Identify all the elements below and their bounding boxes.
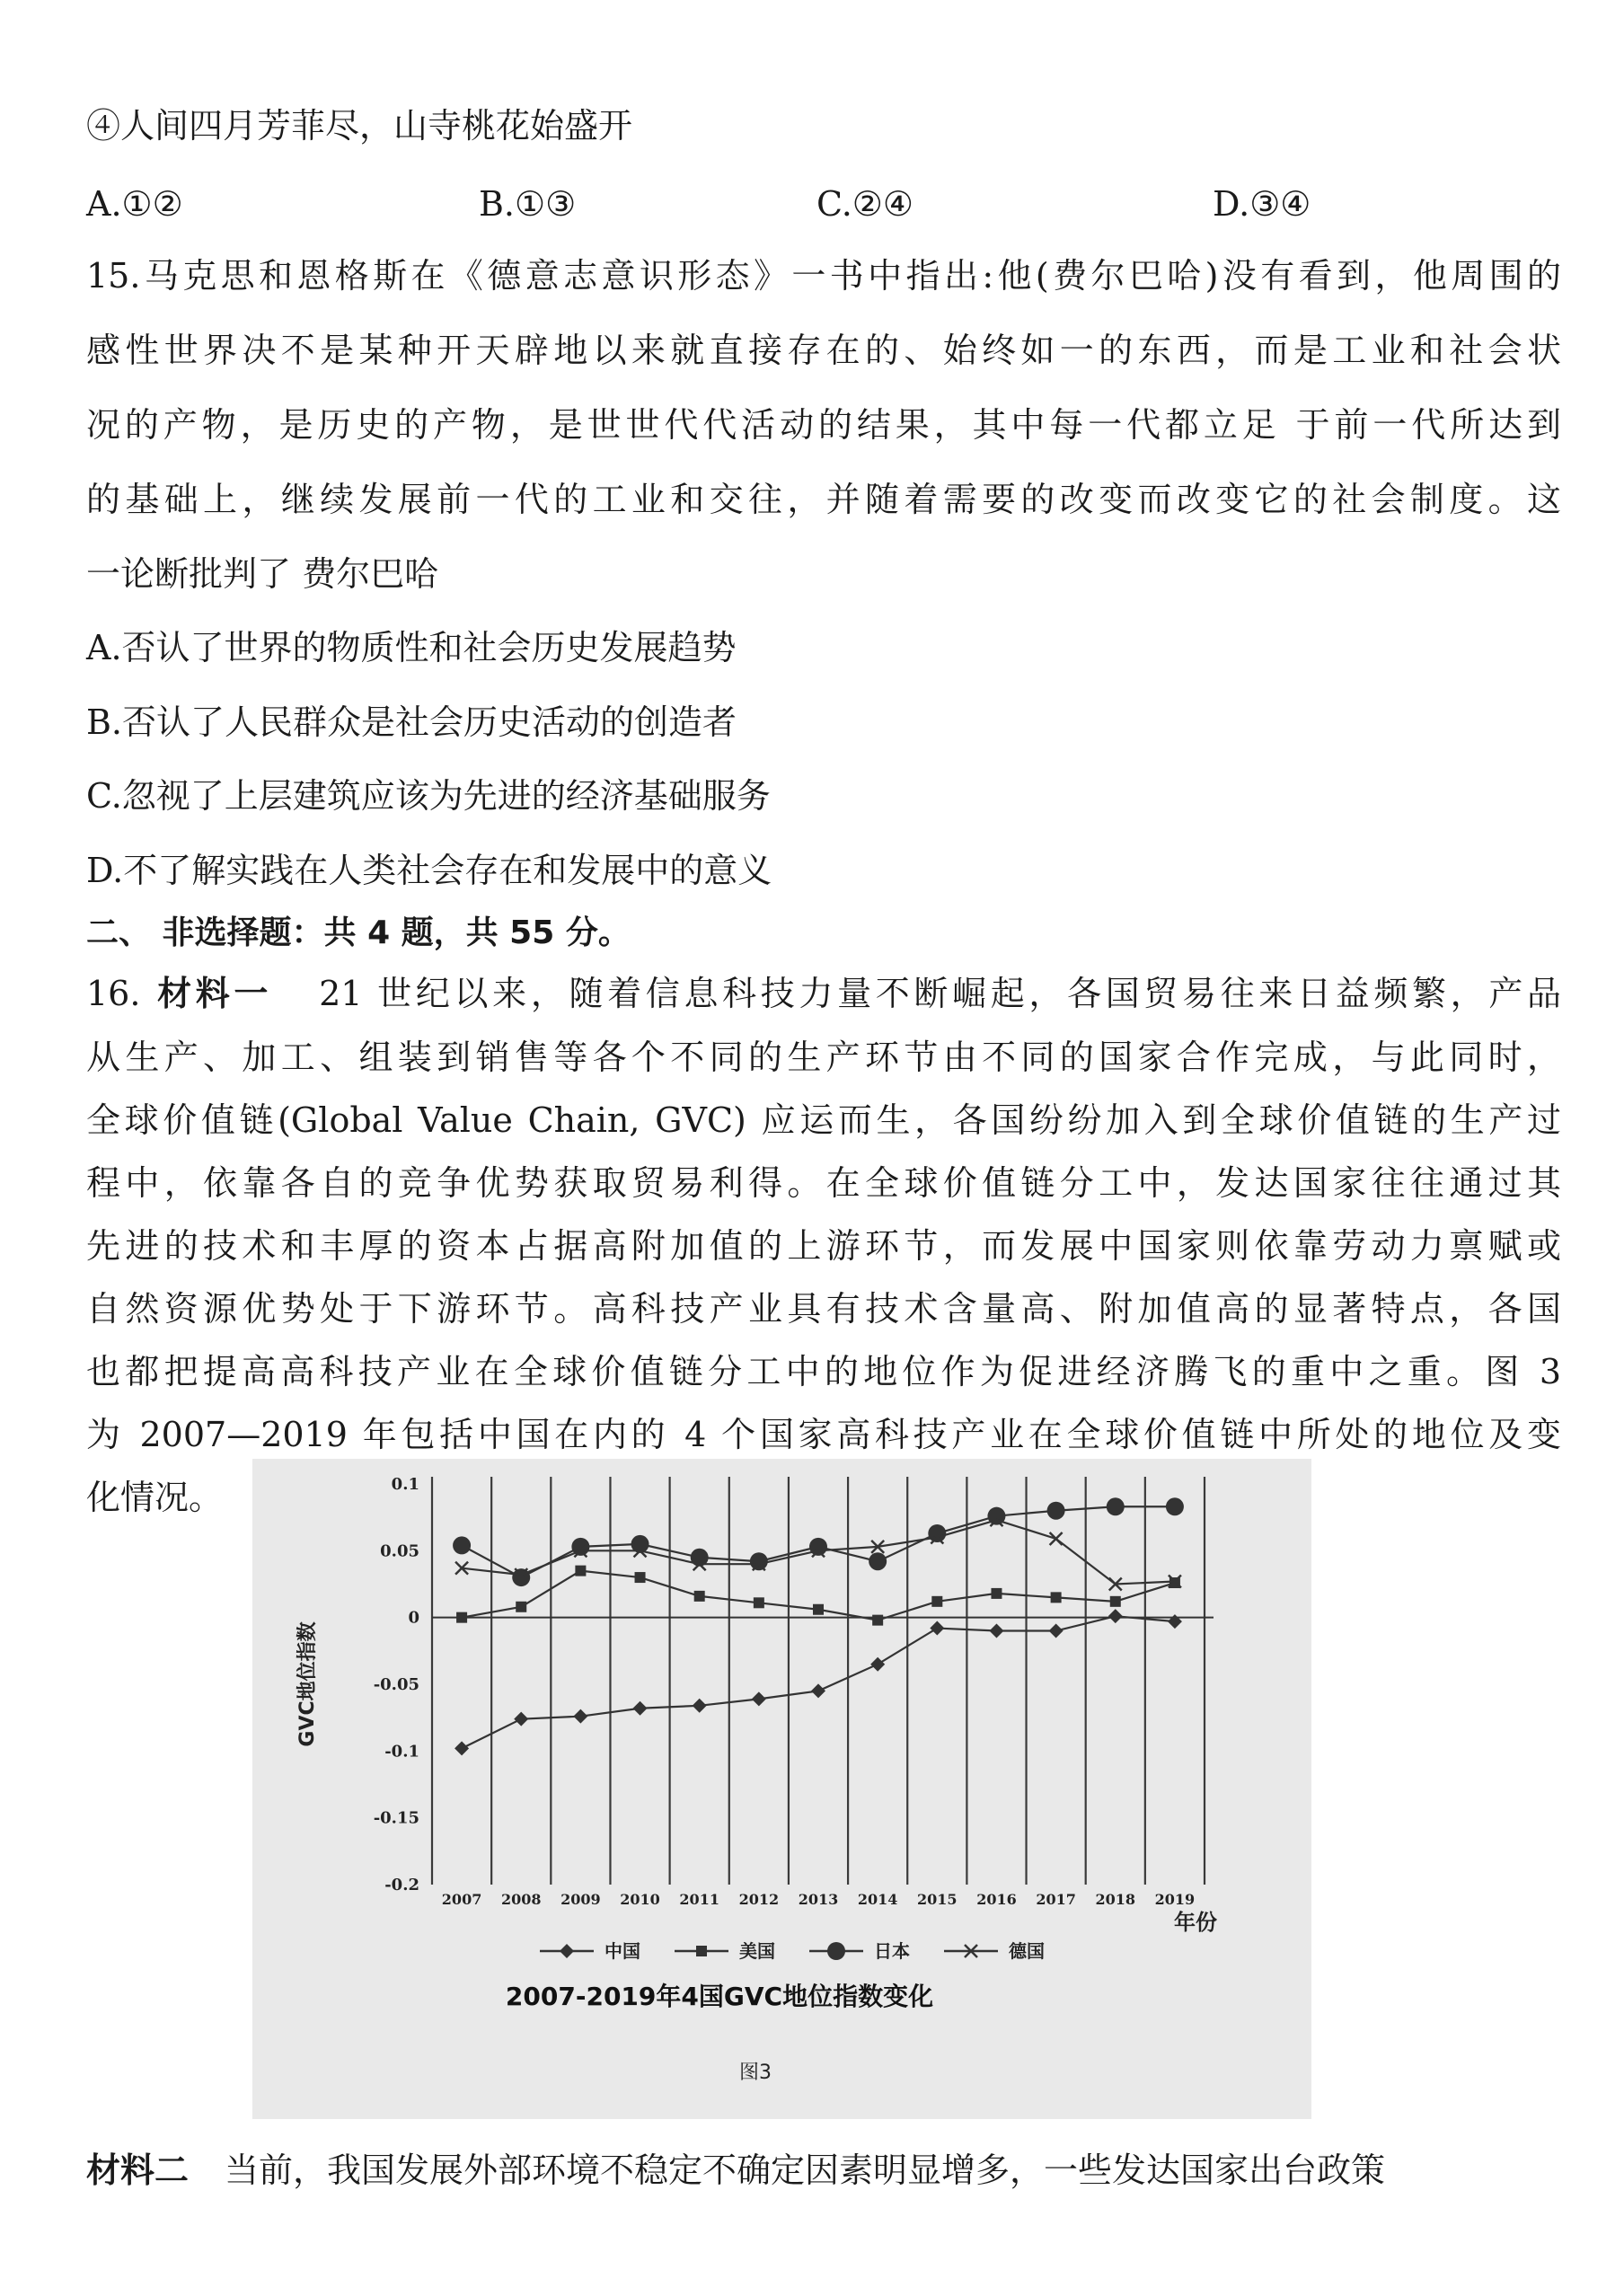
q16-number: 16. (86, 974, 141, 1013)
q16-line-8: 为 2007—2019 年包括中国在内的 4 个国家高科技产业在全球价值链中所处的地位及变 (86, 1415, 1561, 1454)
data-point-square (575, 1566, 586, 1576)
figure-label: 图3 (739, 2062, 772, 2084)
figure-3 (252, 1459, 1311, 2119)
data-point-square (1051, 1592, 1062, 1603)
x-tick-label: 2013 (798, 1891, 839, 1908)
q15-stem-line-3: 况的产物，是历史的产物，是世世代代活动的结果，其中每一代都立足 于前一代所达到 (86, 405, 1561, 445)
legend-label: 日本 (874, 1940, 910, 1962)
data-point-diamond (1168, 1614, 1182, 1629)
q14-option-b: B.①③ (479, 184, 577, 224)
x-tick-label: 2009 (560, 1891, 601, 1908)
data-point-diamond (455, 1741, 469, 1755)
q16-line-2: 从生产、加工、组装到销售等各个不同的生产环节由不同的国家合作完成，与此同时， (86, 1038, 1561, 1077)
legend-label: 中国 (605, 1940, 640, 1962)
gvc-line-chart (252, 1459, 1311, 2119)
data-point-circle (512, 1568, 530, 1586)
q16-line-6: 自然资源优势处于下游环节。高科技产业具有技术含量高、附加值高的显著特点，各国 (86, 1289, 1561, 1329)
x-tick-label: 2011 (679, 1891, 719, 1908)
data-point-square (1110, 1596, 1121, 1607)
material-2-line (86, 2152, 1561, 2190)
data-point-square (754, 1597, 764, 1608)
y-tick-label: 0 (408, 1608, 419, 1628)
q14-option-c: C.②④ (816, 184, 914, 224)
data-point-diamond (514, 1712, 528, 1726)
x-tick-label: 2014 (857, 1891, 898, 1908)
q16-line-3: 全球价值链(Global Value Chain, GVC) 应运而生，各国纷纷加入到全球价值链的生产过 (86, 1100, 1561, 1140)
legend-label: 德国 (1009, 1940, 1045, 1962)
data-point-square (931, 1596, 942, 1607)
material-1-label: 材料一 (153, 974, 273, 1013)
data-point-circle (928, 1524, 946, 1542)
data-point-square (516, 1602, 526, 1612)
q16-line-7: 也都把提高高科技产业在全球价值链分工中的地位作为促进经济腾飞的重中之重。图 3 (86, 1352, 1561, 1391)
x-tick-label: 2008 (500, 1891, 542, 1908)
x-tick-label: 2016 (976, 1891, 1017, 1908)
q16-line-1-text: 21 世纪以来，随着信息科技力量不断崛起，各国贸易往来日益频繁，产品 (319, 974, 1561, 1013)
q15-option-d: D.不了解实践在人类社会存在和发展中的意义 (86, 851, 772, 890)
q15-stem-line-4: 的基础上，继续发展前一代的工业和交往，并随着需要的改变而改变它的社会制度。这 (86, 480, 1561, 519)
data-point-diamond (752, 1691, 766, 1706)
data-point-square (872, 1615, 883, 1626)
data-point-cross (1050, 1532, 1063, 1545)
x-tick-label: 2017 (1036, 1891, 1076, 1908)
x-tick-label: 2010 (620, 1891, 660, 1908)
y-tick-label: -0.05 (373, 1675, 419, 1694)
data-point-square (456, 1612, 467, 1623)
q14-item-4: ④人间四月芳菲尽，山寺桃花始盛开 (86, 106, 633, 146)
q15-stem-line-5: 一论断批判了 费尔巴哈 (86, 554, 439, 594)
data-point-diamond (930, 1621, 944, 1636)
q16-line-1 (86, 976, 1561, 1013)
data-point-diamond (989, 1624, 1003, 1638)
legend-marker-square (696, 1946, 707, 1956)
series-line-diamond (462, 1616, 1175, 1748)
data-point-circle (453, 1536, 471, 1554)
data-point-diamond (1108, 1609, 1123, 1623)
x-tick-label: 2018 (1095, 1891, 1136, 1908)
q15-option-a: A.否认了世界的物质性和社会历史发展趋势 (86, 628, 737, 667)
data-point-diamond (870, 1657, 885, 1672)
legend-label: 美国 (739, 1940, 775, 1962)
material-2-text: 当前，我国发展外部环境不稳定不确定因素明显增多，一些发达国家出台政策 (225, 2150, 1386, 2190)
legend-marker-diamond (560, 1944, 574, 1958)
x-tick-label: 2019 (1154, 1891, 1196, 1908)
section-heading: 二、 非选择题：共 4 题，共 55 分。 (86, 914, 631, 951)
q15-option-c: C.忽视了上层建筑应该为先进的经济基础服务 (86, 776, 771, 816)
q14-option-a: A.①② (86, 184, 183, 224)
data-point-circle (1107, 1497, 1125, 1515)
x-tick-label: 2007 (441, 1891, 482, 1908)
q16-line-5: 先进的技术和丰厚的资本占据高附加值的上游环节，而发展中国家则依靠劳动力禀赋或 (86, 1226, 1561, 1266)
y-tick-label: -0.15 (373, 1808, 419, 1828)
data-point-diamond (693, 1699, 707, 1713)
data-point-square (813, 1604, 824, 1615)
data-point-square (694, 1591, 705, 1602)
q15-stem-line-1: 15.马克思和恩格斯在《德意志意识形态》一书中指出:他(费尔巴哈)没有看到，他周围的 (86, 256, 1561, 296)
y-tick-label: 0.05 (380, 1541, 419, 1561)
data-point-circle (1047, 1502, 1065, 1520)
data-point-diamond (633, 1701, 648, 1716)
legend-marker-circle (827, 1942, 845, 1960)
q14-option-d: D.③④ (1213, 184, 1311, 224)
y-tick-label: 0.1 (391, 1475, 419, 1494)
data-point-circle (750, 1552, 768, 1570)
x-tick-label: 2015 (917, 1891, 958, 1908)
chart-title: 2007-2019年4国GVC地位指数变化 (505, 1982, 934, 2011)
q15-option-b: B.否认了人民群众是社会历史活动的创造者 (86, 702, 737, 742)
data-point-diamond (811, 1683, 825, 1698)
data-point-square (991, 1588, 1002, 1599)
y-axis-label: GVC地位指数 (296, 1621, 319, 1747)
data-point-circle (869, 1552, 887, 1570)
data-point-diamond (1049, 1624, 1064, 1638)
data-point-square (635, 1572, 646, 1583)
x-tick-label: 2012 (738, 1891, 780, 1908)
y-tick-label: -0.1 (384, 1742, 419, 1762)
q16-line-4: 程中，依靠各自的竞争优势获取贸易利得。在全球价值链分工中，发达国家往往通过其 (86, 1163, 1561, 1203)
x-axis-label: 年份 (1174, 1910, 1217, 1935)
data-point-circle (1166, 1497, 1184, 1515)
y-tick-label: -0.2 (384, 1876, 419, 1894)
q16-line-9: 化情况。 (86, 1478, 224, 1517)
data-point-diamond (573, 1709, 587, 1724)
q15-stem-line-2: 感性世界决不是某种开天辟地以来就直接存在的、始终如一的东西，而是工业和社会状 (86, 331, 1561, 370)
material-2-label: 材料二 (86, 2150, 190, 2190)
